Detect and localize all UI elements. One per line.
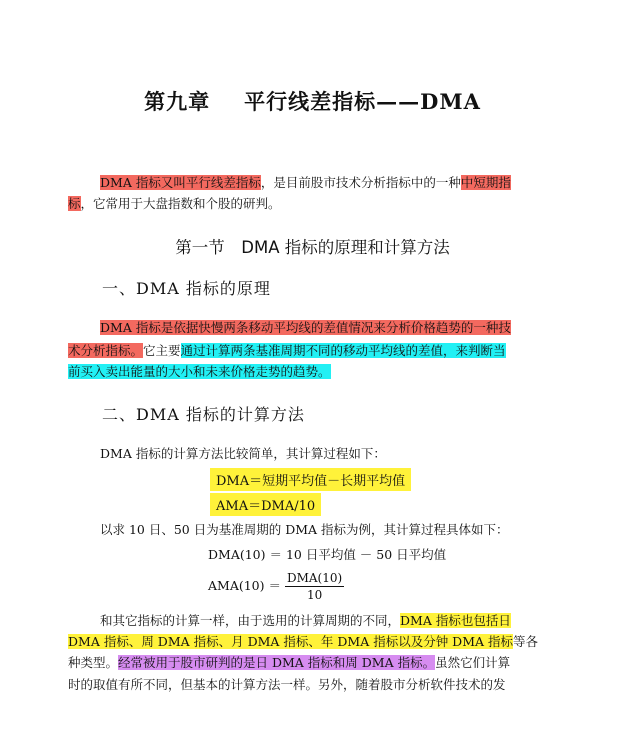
principle-line-1: DMA 指标是依据快慢两条移动平均线的差值情况来分析价格趋势的一种技 [100,320,511,335]
tail-line-1: 和其它指标的计算一样，由于选用的计算周期的不同，DMA 指标也包括日 [100,613,511,628]
tail-line-3: 种类型。经常被用于股市研判的是日 DMA 指标和周 DMA 指标。虽然它们计算 [68,655,511,670]
chapter-title [0,86,625,116]
example-dma-formula: DMA(10) ＝ 10 日平均值 － 50 日平均值 [208,547,447,562]
section-heading: 第一节 DMA 指标的原理和计算方法 [175,238,450,257]
calc-example: 以求 10 日、50 日为基准周期的 DMA 指标为例，其计算过程具体如下： [100,522,509,537]
tail-line-4: 时的取值有所不同，但基本的计算方法一样。另外，随着股市分析软件技术的发 [68,677,506,692]
subheading-calculation: 二、DMA 指标的计算方法 [102,405,305,424]
intro-line-1: DMA 指标又叫平行线差指标，是目前股市技术分析指标中的一种中短期指 [100,175,511,190]
principle-line-2: 术分析指标。它主要通过计算两条基准周期不同的移动平均线的差值，来判断当 [68,343,506,358]
tail-line-2: DMA 指标、周 DMA 指标、月 DMA 指标、年 DMA 指标以及分钟 DMA 指标等各 [68,634,539,649]
formula-dma: DMA＝短期平均值－长期平均值 [210,468,411,491]
subheading-principle: 一、DMA 指标的原理 [102,279,271,298]
principle-line-3: 前买入卖出能量的大小和未来价格走势的趋势。 [68,364,331,379]
chapter-name: 平行线差指标——DMA [244,89,481,114]
fraction: $\frac{\text{DMA(10)}}{10}$ [286,571,343,602]
formula-ama: AMA＝DMA/10 [210,493,321,516]
intro-line-2: 标，它常用于大盘指数和个股的研判。 [68,196,281,211]
chapter-label: 第九章 [144,89,211,114]
calc-intro: DMA 指标的计算方法比较简单，其计算过程如下： [100,446,386,461]
example-ama-formula: AMA(10) ＝ $\frac{\text{DMA(10)}}{10}$ [208,571,343,602]
